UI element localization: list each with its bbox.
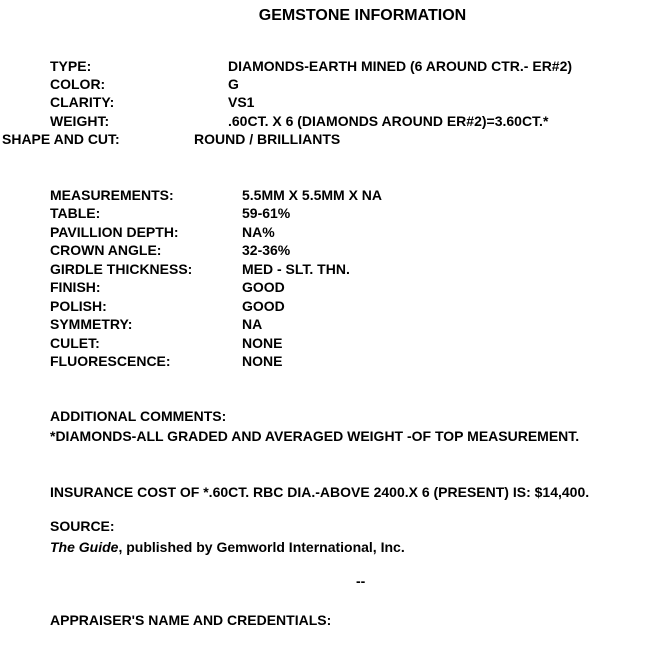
measurements-label: MEASUREMENTS: — [50, 187, 174, 203]
page-title: GEMSTONE INFORMATION — [258, 7, 467, 24]
culet-value: NONE — [242, 335, 283, 351]
source-heading: SOURCE: — [50, 518, 115, 534]
type-label: TYPE: — [50, 58, 92, 74]
symmetry-label: SYMMETRY: — [50, 316, 133, 332]
source-book-title: The Guide — [50, 539, 119, 555]
table-label: TABLE: — [50, 205, 101, 221]
appraiser-heading: APPRAISER'S NAME AND CREDENTIALS: — [50, 612, 332, 628]
color-label: COLOR: — [50, 76, 106, 92]
finish-value: GOOD — [242, 279, 285, 295]
shape-cut-label: SHAPE AND CUT: — [2, 131, 120, 147]
fluorescence-label: FLUORESCENCE: — [50, 353, 171, 369]
girdle-thickness-label: GIRDLE THICKNESS: — [50, 261, 193, 277]
pavillion-depth-value: NA% — [242, 224, 275, 240]
shape-cut-value: ROUND / BRILLIANTS — [194, 131, 341, 147]
culet-label: CULET: — [50, 335, 100, 351]
symmetry-value: NA — [242, 316, 263, 332]
separator-dash: -- — [356, 573, 366, 589]
source-citation — [50, 539, 405, 555]
weight-label: WEIGHT: — [50, 113, 110, 129]
crown-angle-value: 32-36% — [242, 242, 291, 258]
source-publisher: , published by Gemworld International, Inc. — [118, 539, 405, 555]
fluorescence-value: NONE — [242, 353, 283, 369]
crown-angle-label: CROWN ANGLE: — [50, 242, 162, 258]
finish-label: FINISH: — [50, 279, 101, 295]
measurements-value: 5.5MM X 5.5MM X NA — [242, 187, 383, 203]
comments-heading: ADDITIONAL COMMENTS: — [50, 408, 227, 424]
clarity-value: VS1 — [228, 94, 255, 110]
girdle-thickness-value: MED - SLT. THN. — [242, 261, 350, 277]
polish-label: POLISH: — [50, 298, 107, 314]
insurance-text: INSURANCE COST OF *.60CT. RBC DIA.-ABOVE 2400.X 6 (PRESENT) IS: $14,400. — [50, 484, 590, 500]
color-value: G — [228, 76, 239, 92]
clarity-label: CLARITY: — [50, 94, 115, 110]
comments-text: *DIAMONDS-ALL GRADED AND AVERAGED WEIGHT -OF TOP MEASUREMENT. — [50, 428, 580, 444]
weight-value: .60CT. X 6 (DIAMONDS AROUND ER#2)=3.60CT.* — [228, 113, 549, 129]
pavillion-depth-label: PAVILLION DEPTH: — [50, 224, 179, 240]
type-value: DIAMONDS-EARTH MINED (6 AROUND CTR.- ER#2) — [228, 58, 573, 74]
polish-value: GOOD — [242, 298, 285, 314]
table-value: 59-61% — [242, 205, 291, 221]
